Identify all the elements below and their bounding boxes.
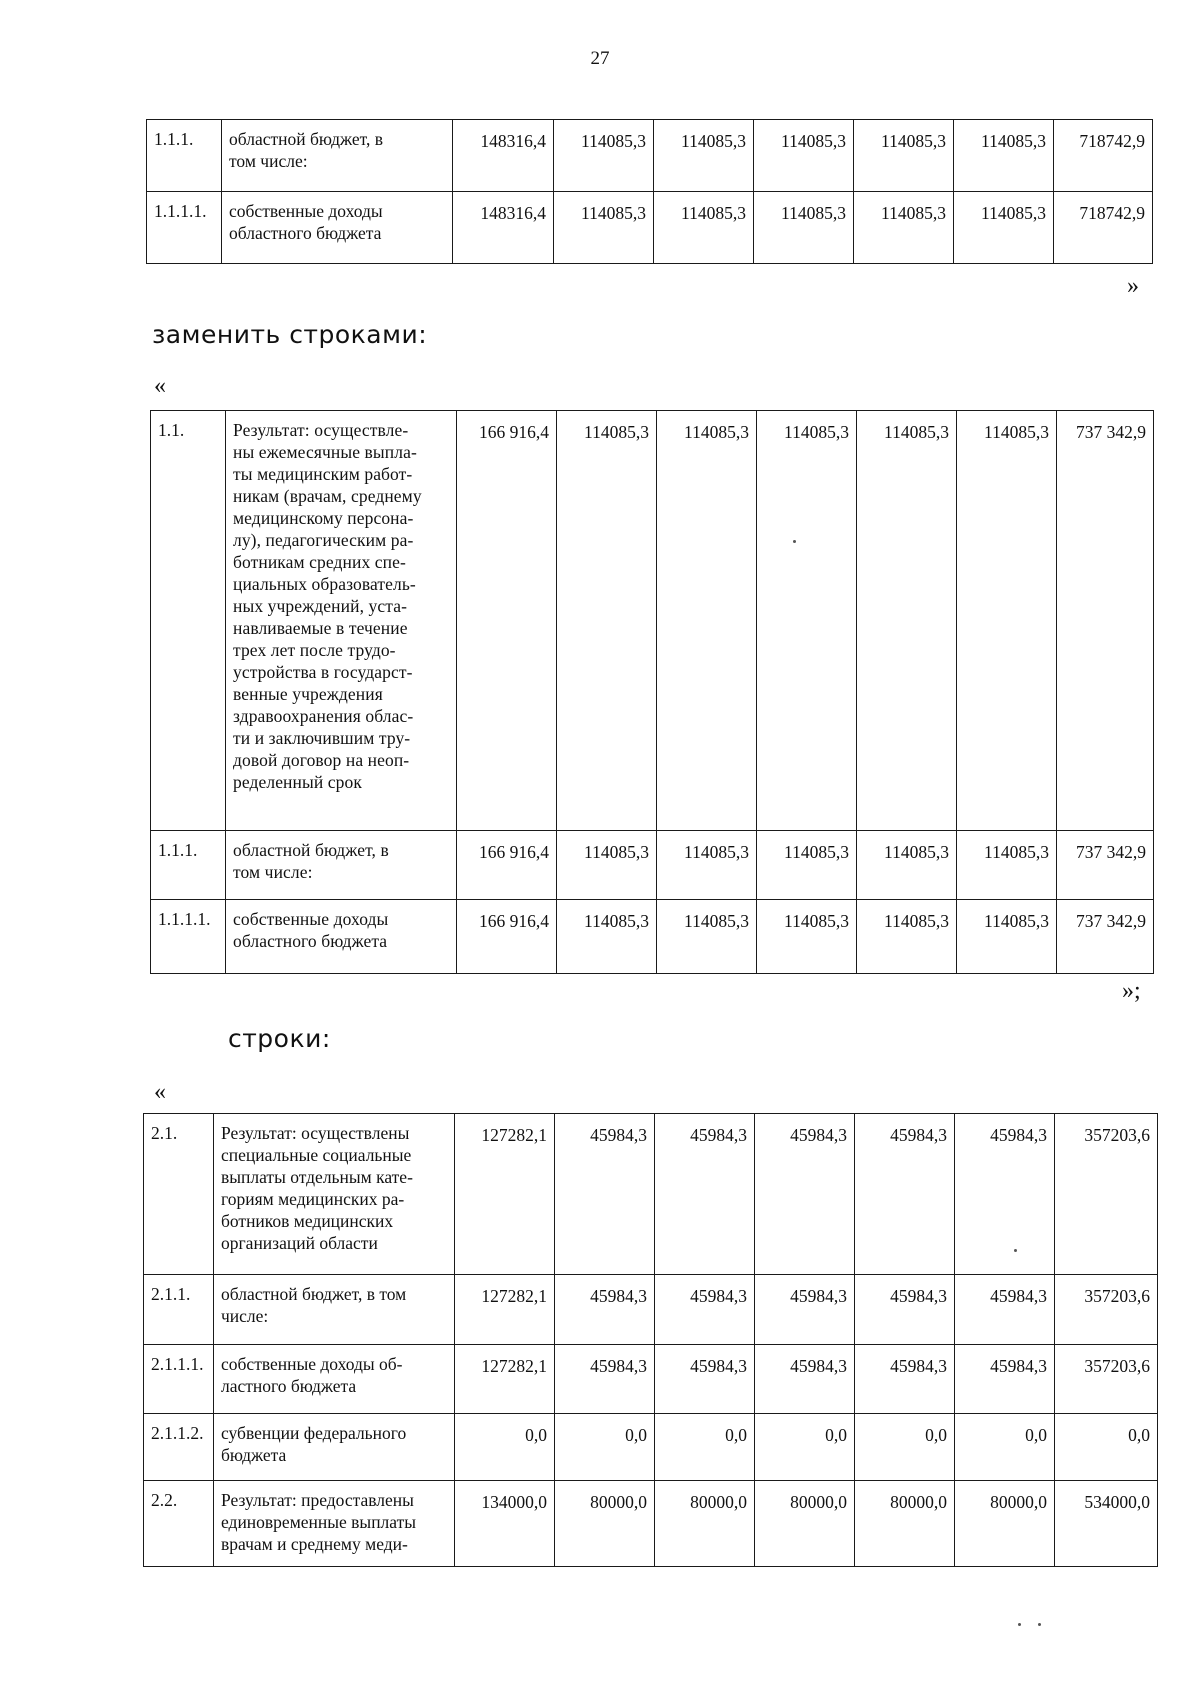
value-cell: 114085,3 <box>554 120 654 192</box>
row-description: Результат: осуществле- ны ежемесячные выпла- ты медицинским работ- никам (врачам, среднему медицинскому персона- лу), педагогическим ра- ботникам средних спе- циальных образователь- ных учреждений, уста- навливаемые в течение трех лет после трудо- устройства в государст- венные учреждения здравоохранения облас- ти и заключившим тру- довой договор на неоп- ределенный срок <box>226 411 457 831</box>
closing-quote-semicolon: »; <box>1122 978 1141 1004</box>
value-cell: 80000,0 <box>655 1481 755 1567</box>
value-cell: 114085,3 <box>857 831 957 900</box>
value-cell-total: 718742,9 <box>1054 120 1153 192</box>
value-cell: 45984,3 <box>755 1275 855 1345</box>
row-description: собственные доходы об- ластного бюджета <box>214 1345 455 1414</box>
value-cell: 114085,3 <box>557 411 657 831</box>
table-row <box>144 1275 1158 1345</box>
row-code: 2.1.1.1. <box>144 1345 214 1414</box>
value-cell: 114085,3 <box>657 411 757 831</box>
row-description: Результат: осуществлены специальные социальные выплаты отдельным кате- гориям медицинских ра- ботников медицинских организаций области <box>214 1114 455 1275</box>
value-cell: 114085,3 <box>654 192 754 264</box>
value-cell: 0,0 <box>655 1414 755 1481</box>
value-cell: 114085,3 <box>757 411 857 831</box>
value-cell: 114085,3 <box>957 831 1057 900</box>
heading-rows: строки: <box>228 1024 331 1053</box>
table-row <box>147 192 1153 264</box>
value-cell: 45984,3 <box>955 1345 1055 1414</box>
value-cell: 114085,3 <box>557 900 657 974</box>
table-original-rows <box>146 119 1153 264</box>
value-cell: 0,0 <box>855 1414 955 1481</box>
value-cell: 114085,3 <box>957 900 1057 974</box>
value-cell-total: 534000,0 <box>1055 1481 1158 1567</box>
value-cell: 114085,3 <box>857 900 957 974</box>
value-cell-total: 718742,9 <box>1054 192 1153 264</box>
scan-speck <box>1014 1249 1017 1252</box>
value-cell: 127282,1 <box>455 1345 555 1414</box>
value-cell: 114085,3 <box>754 120 854 192</box>
value-cell-total: 737 342,9 <box>1057 411 1154 831</box>
row-description: собственные доходы областного бюджета <box>226 900 457 974</box>
value-cell: 114085,3 <box>857 411 957 831</box>
value-cell-total: 357203,6 <box>1055 1345 1158 1414</box>
row-description: областной бюджет, в том числе: <box>222 120 453 192</box>
value-cell: 45984,3 <box>755 1114 855 1275</box>
table-row <box>144 1345 1158 1414</box>
row-description: областной бюджет, в том числе: <box>226 831 457 900</box>
value-cell: 45984,3 <box>755 1345 855 1414</box>
table-row <box>147 120 1153 192</box>
value-cell: 114085,3 <box>954 120 1054 192</box>
table-replacement-rows <box>150 410 1154 974</box>
value-cell: 166 916,4 <box>457 411 557 831</box>
value-cell: 166 916,4 <box>457 831 557 900</box>
value-cell: 114085,3 <box>754 192 854 264</box>
value-cell: 114085,3 <box>654 120 754 192</box>
value-cell: 80000,0 <box>555 1481 655 1567</box>
table-row <box>144 1114 1158 1275</box>
value-cell: 166 916,4 <box>457 900 557 974</box>
value-cell: 0,0 <box>755 1414 855 1481</box>
row-code: 2.1. <box>144 1114 214 1275</box>
row-code: 2.1.1.2. <box>144 1414 214 1481</box>
value-cell: 45984,3 <box>855 1275 955 1345</box>
value-cell: 148316,4 <box>453 192 554 264</box>
value-cell: 45984,3 <box>555 1275 655 1345</box>
value-cell: 45984,3 <box>955 1275 1055 1345</box>
row-code: 1.1.1. <box>147 120 222 192</box>
opening-quote: « <box>154 1079 166 1105</box>
table-row <box>144 1481 1158 1567</box>
table-row <box>151 831 1154 900</box>
value-cell: 114085,3 <box>657 900 757 974</box>
row-code: 1.1.1. <box>151 831 226 900</box>
value-cell: 114085,3 <box>854 120 954 192</box>
closing-quote: » <box>1127 273 1139 299</box>
value-cell: 0,0 <box>955 1414 1055 1481</box>
value-cell-total: 357203,6 <box>1055 1114 1158 1275</box>
table-rows-2 <box>143 1113 1158 1567</box>
value-cell: 45984,3 <box>655 1345 755 1414</box>
table-row <box>151 411 1154 831</box>
value-cell: 127282,1 <box>455 1114 555 1275</box>
row-description: областной бюджет, в том числе: <box>214 1275 455 1345</box>
value-cell: 0,0 <box>455 1414 555 1481</box>
row-code: 1.1.1.1. <box>147 192 222 264</box>
value-cell: 45984,3 <box>555 1114 655 1275</box>
scan-speck <box>793 540 796 543</box>
value-cell: 134000,0 <box>455 1481 555 1567</box>
page-number: 27 <box>590 48 610 69</box>
scan-speck <box>1038 1623 1041 1626</box>
value-cell: 114085,3 <box>757 831 857 900</box>
value-cell-total: 357203,6 <box>1055 1275 1158 1345</box>
value-cell: 114085,3 <box>554 192 654 264</box>
row-code: 2.1.1. <box>144 1275 214 1345</box>
value-cell-total: 737 342,9 <box>1057 831 1154 900</box>
value-cell: 114085,3 <box>854 192 954 264</box>
value-cell-total: 737 342,9 <box>1057 900 1154 974</box>
value-cell-total: 0,0 <box>1055 1414 1158 1481</box>
value-cell: 127282,1 <box>455 1275 555 1345</box>
value-cell: 148316,4 <box>453 120 554 192</box>
opening-quote: « <box>154 373 166 399</box>
value-cell: 114085,3 <box>957 411 1057 831</box>
row-description: Результат: предоставлены единовременные выплаты врачам и среднему меди- <box>214 1481 455 1567</box>
scan-speck <box>1018 1623 1021 1626</box>
table-row <box>144 1414 1158 1481</box>
value-cell: 114085,3 <box>757 900 857 974</box>
value-cell: 114085,3 <box>657 831 757 900</box>
value-cell: 0,0 <box>555 1414 655 1481</box>
value-cell: 45984,3 <box>555 1345 655 1414</box>
value-cell: 45984,3 <box>855 1345 955 1414</box>
table-row <box>151 900 1154 974</box>
row-code: 1.1. <box>151 411 226 831</box>
heading-replace: заменить строками: <box>152 320 428 349</box>
value-cell: 45984,3 <box>855 1114 955 1275</box>
value-cell: 80000,0 <box>855 1481 955 1567</box>
row-code: 1.1.1.1. <box>151 900 226 974</box>
row-description: субвенции федерального бюджета <box>214 1414 455 1481</box>
row-description: собственные доходы областного бюджета <box>222 192 453 264</box>
value-cell: 114085,3 <box>557 831 657 900</box>
value-cell: 45984,3 <box>655 1114 755 1275</box>
value-cell: 114085,3 <box>954 192 1054 264</box>
value-cell: 80000,0 <box>955 1481 1055 1567</box>
value-cell: 45984,3 <box>655 1275 755 1345</box>
value-cell: 80000,0 <box>755 1481 855 1567</box>
row-code: 2.2. <box>144 1481 214 1567</box>
value-cell: 45984,3 <box>955 1114 1055 1275</box>
